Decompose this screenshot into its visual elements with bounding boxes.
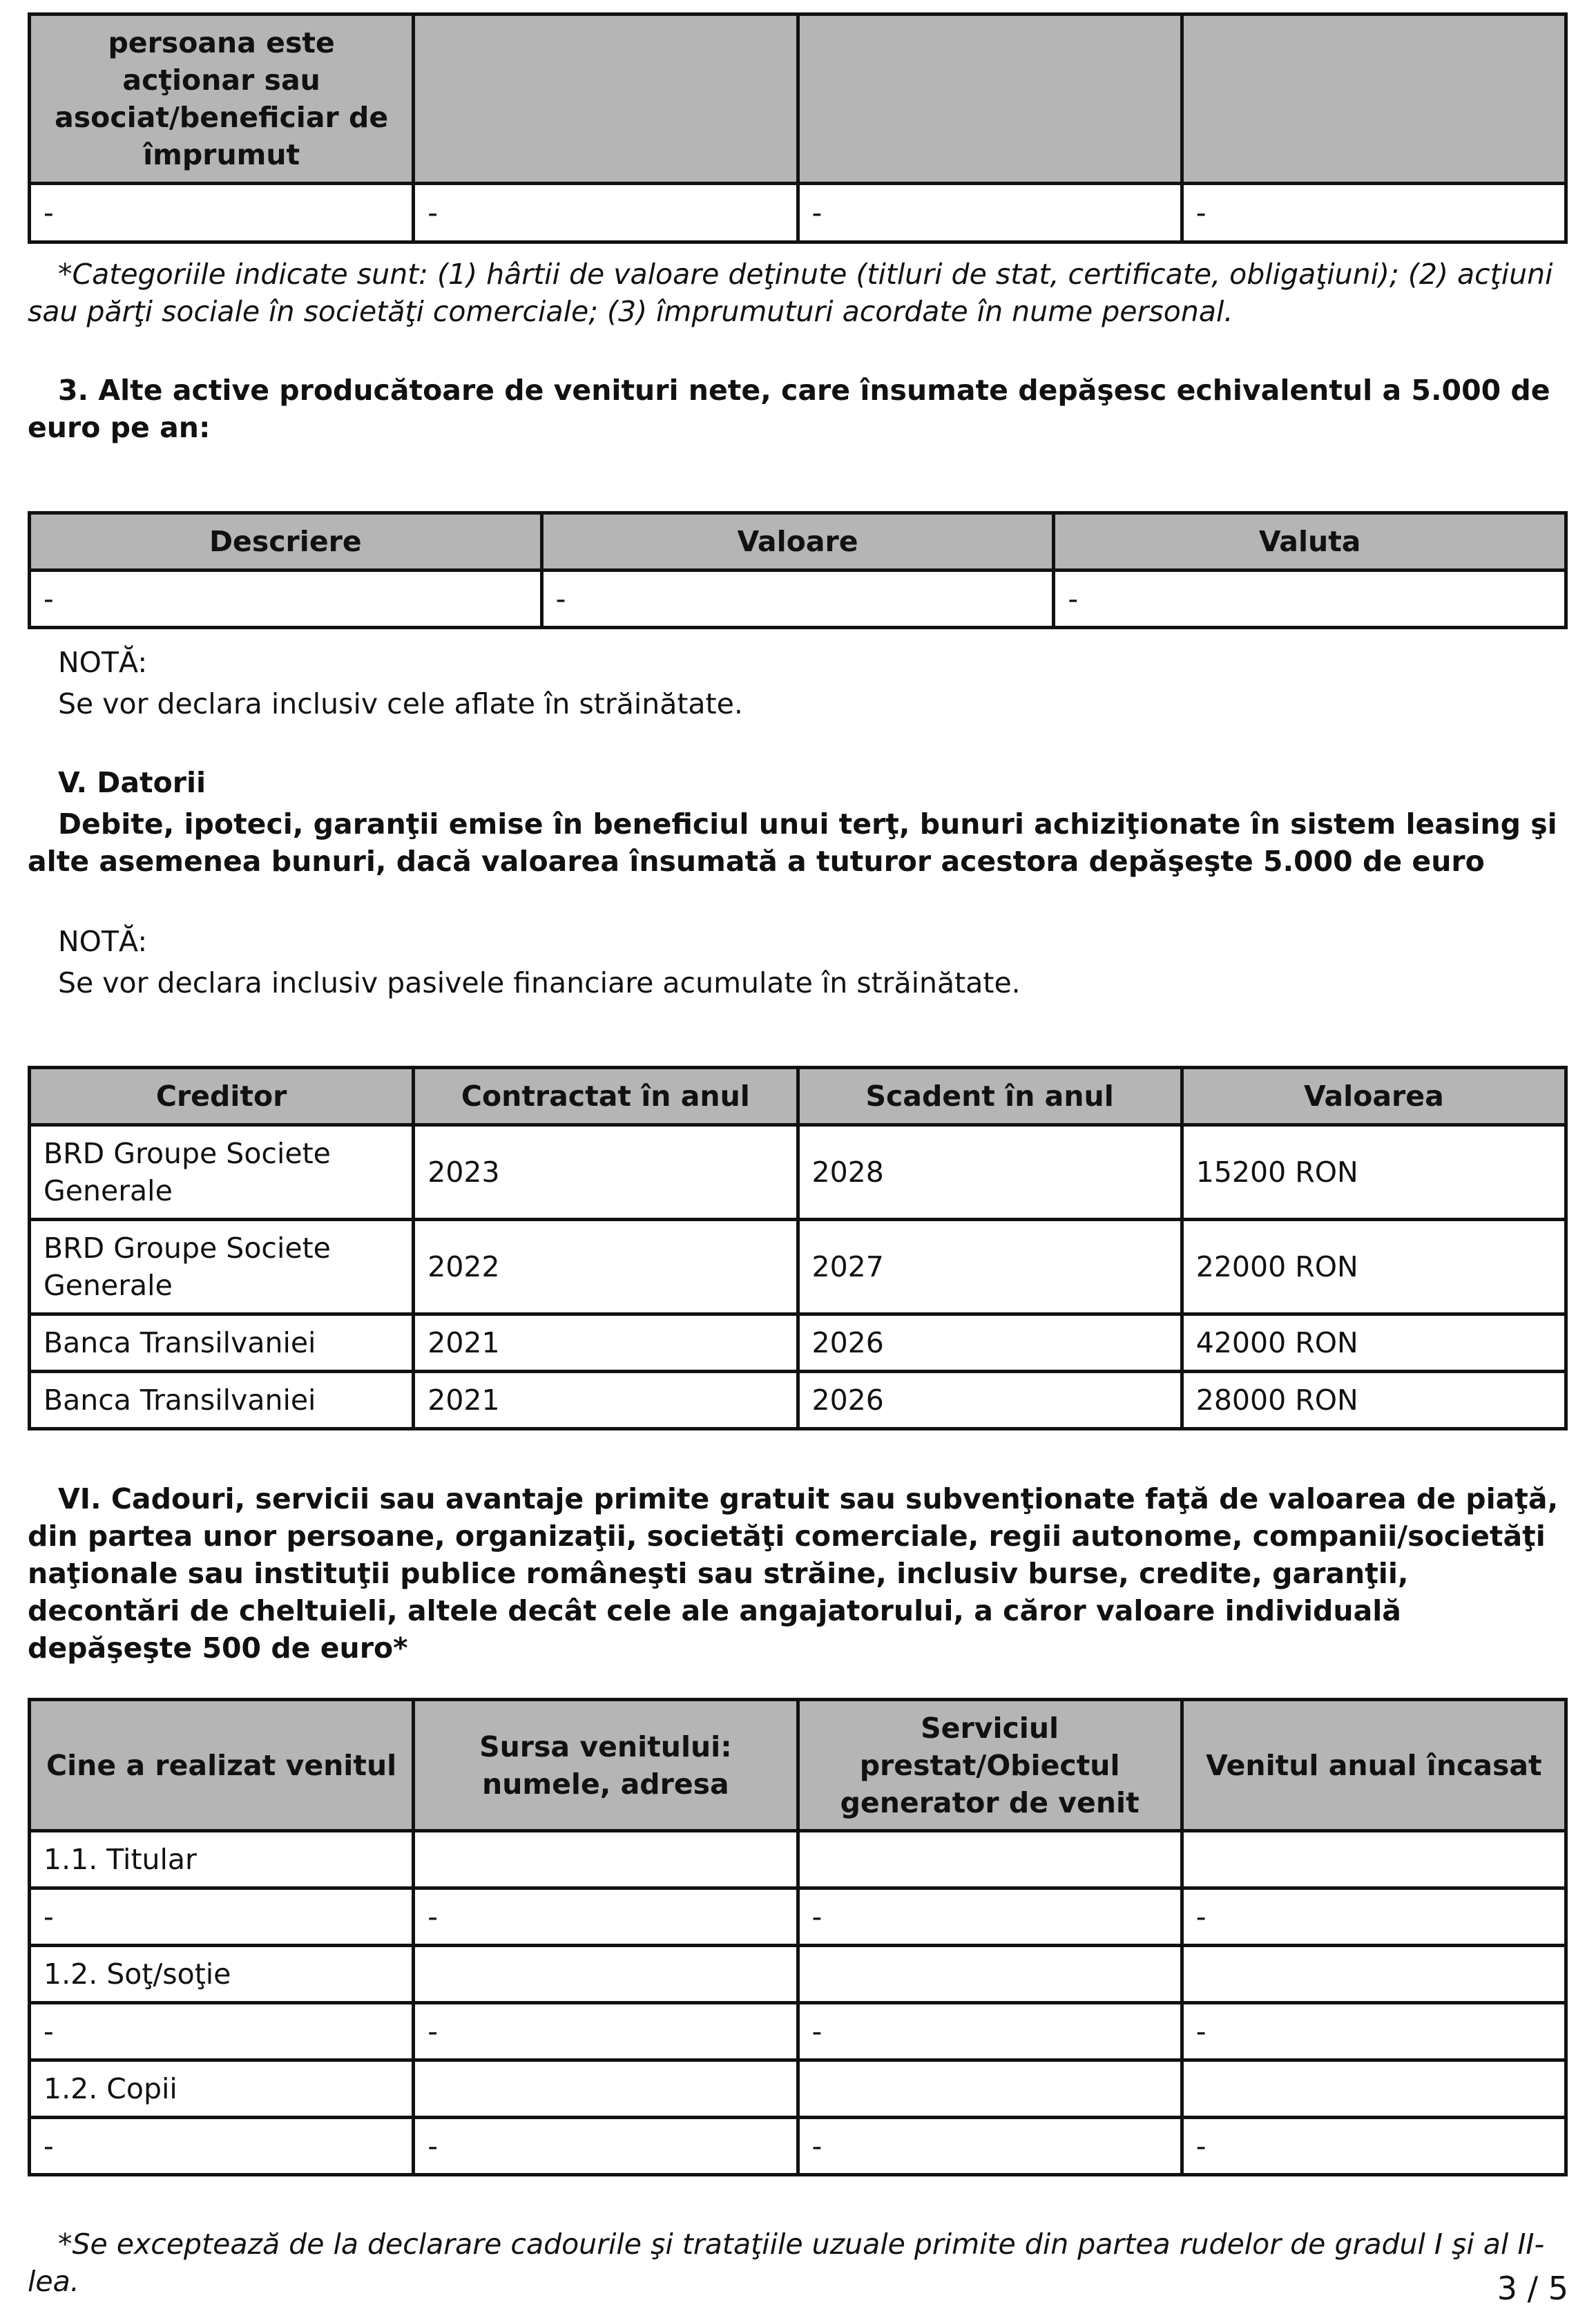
table-header-cell: persoana este acţionar sau asociat/beneficiar de împrumut <box>30 15 414 184</box>
table-header-row <box>30 1700 1566 1831</box>
table-cell: 1.1. Titular <box>30 1831 414 1888</box>
table-cell <box>414 2060 798 2118</box>
table-header-row <box>30 15 1566 184</box>
table-header-cell: Valoarea <box>1182 1068 1566 1125</box>
table-cell <box>414 1946 798 2003</box>
table-cell: 2026 <box>798 1314 1182 1372</box>
table-cell <box>414 1831 798 1888</box>
table-header-cell: Serviciul prestat/Obiectul generator de venit <box>798 1700 1182 1831</box>
table-header-cell: Contractat în anul <box>414 1068 798 1125</box>
table-header-cell: Valoare <box>541 513 1054 571</box>
table-cell: - <box>1182 1888 1566 1946</box>
table-row <box>30 184 1566 242</box>
table-header-cell: Descriere <box>30 513 542 571</box>
nota-text: Se vor declara inclusiv pasivele financiare acumulate în străinătate. <box>58 966 1021 999</box>
table-header-cell: Scadent în anul <box>798 1068 1182 1125</box>
table-cell: 2026 <box>798 1372 1182 1429</box>
table-cell: - <box>798 2118 1182 2175</box>
table-cell: - <box>30 2003 414 2060</box>
table-header-cell: Sursa venitului: numele, adresa <box>414 1700 798 1831</box>
table-cell: - <box>798 2003 1182 2060</box>
section-5-title: V. Datorii <box>58 766 206 799</box>
table-cell: 28000 RON <box>1182 1372 1566 1429</box>
table-cell: Banca Transilvaniei <box>30 1372 414 1429</box>
table-cell: - <box>414 2118 798 2175</box>
table-cell: - <box>1054 571 1566 628</box>
section-5-description: Debite, ipoteci, garanţii emise în beneficiul unui terţ, bunuri achiziţionate în sistem leasing şi alte asemenea bunuri, dacă valoarea însumată a tuturor acestora depăşeşte 5.000 de euro <box>28 807 1557 878</box>
table-row <box>30 1314 1566 1372</box>
table-cell: 2027 <box>798 1220 1182 1314</box>
nota-text: Se vor declara inclusiv cele aflate în străinătate. <box>58 687 743 720</box>
gifts-footnote: *Se exceptează de la declarare cadourile şi trataţiile uzuale primite din partea rudelor de gradul I şi al II-lea. <box>28 2228 1545 2298</box>
table-cell <box>1182 1946 1566 2003</box>
table-header-cell <box>414 15 798 184</box>
table-cell: - <box>30 571 542 628</box>
table-cell: - <box>30 2118 414 2175</box>
table-cell: 1.2. Soţ/soţie <box>30 1946 414 2003</box>
table-cell: - <box>414 184 798 242</box>
table-header-cell: Creditor <box>30 1068 414 1125</box>
securities-table-continuation <box>28 12 1568 244</box>
table-cell: 1.2. Copii <box>30 2060 414 2118</box>
table-header-cell <box>798 15 1182 184</box>
table-row <box>30 1220 1566 1314</box>
nota-label: NOTĂ: <box>58 646 148 679</box>
table-cell: 2028 <box>798 1125 1182 1220</box>
table-header-cell: Venitul anual încasat <box>1182 1700 1566 1831</box>
table-cell: BRD Groupe Societe Generale <box>30 1220 414 1314</box>
table-cell <box>798 1831 1182 1888</box>
table-cell <box>798 1946 1182 2003</box>
table-row <box>30 1888 1566 1946</box>
table-row <box>30 571 1566 628</box>
table-cell: - <box>1182 2118 1566 2175</box>
page-number: 3 / 5 <box>1497 2270 1568 2307</box>
gifts-table <box>28 1698 1568 2176</box>
section-6-title: VI. Cadouri, servicii sau avantaje primite gratuit sau subvenţionate faţă de valoarea de piaţă, din partea unor persoane, organizaţii, societăţi comerciale, regii autonome, companii/societăţi naţionale sau instituţii publice româneşti sau străine, inclusiv burse, credite, garanţii, decontări de cheltuieli, altele decât cele ale angajatorului, a căror valoare individuală depăşeşte 500 de euro* <box>28 1482 1559 1665</box>
table-row <box>30 1946 1566 2003</box>
table-header-row <box>30 513 1566 571</box>
table-row <box>30 1125 1566 1220</box>
table-cell: - <box>414 2003 798 2060</box>
table-cell <box>1182 1831 1566 1888</box>
table-row <box>30 2060 1566 2118</box>
table-header-cell: Cine a realizat venitul <box>30 1700 414 1831</box>
section-3-title: 3. Alte active producătoare de venituri nete, care însumate depăşesc echivalentul a 5.000 de euro pe an: <box>28 374 1550 444</box>
table-header-row <box>30 1068 1566 1125</box>
table-cell: 2021 <box>414 1314 798 1372</box>
table-header-cell: Valuta <box>1054 513 1566 571</box>
table-cell: BRD Groupe Societe Generale <box>30 1125 414 1220</box>
table-row <box>30 1372 1566 1429</box>
table-cell: 15200 RON <box>1182 1125 1566 1220</box>
nota-label: NOTĂ: <box>58 925 148 958</box>
table-cell: - <box>798 1888 1182 1946</box>
table-cell: - <box>414 1888 798 1946</box>
table-cell: Banca Transilvaniei <box>30 1314 414 1372</box>
categories-footnote: *Categoriile indicate sunt: (1) hârtii de valoare deţinute (titluri de stat, certificate, obligaţiuni); (2) acţiuni sau părţi sociale în societăţi comerciale; (3) împrumuturi acordate în nume personal. <box>28 258 1553 328</box>
table-cell: 2021 <box>414 1372 798 1429</box>
table-cell: 2022 <box>414 1220 798 1314</box>
debts-table <box>28 1066 1568 1430</box>
other-assets-table <box>28 511 1568 629</box>
table-cell: - <box>30 184 414 242</box>
table-cell <box>798 2060 1182 2118</box>
table-row <box>30 2003 1566 2060</box>
table-cell: 42000 RON <box>1182 1314 1566 1372</box>
table-cell: - <box>1182 2003 1566 2060</box>
table-cell: - <box>30 1888 414 1946</box>
table-row <box>30 1831 1566 1888</box>
table-row <box>30 2118 1566 2175</box>
table-cell: 2023 <box>414 1125 798 1220</box>
table-cell: - <box>798 184 1182 242</box>
table-header-cell <box>1182 15 1566 184</box>
table-cell <box>1182 2060 1566 2118</box>
table-cell: - <box>541 571 1054 628</box>
table-cell: - <box>1182 184 1566 242</box>
table-cell: 22000 RON <box>1182 1220 1566 1314</box>
